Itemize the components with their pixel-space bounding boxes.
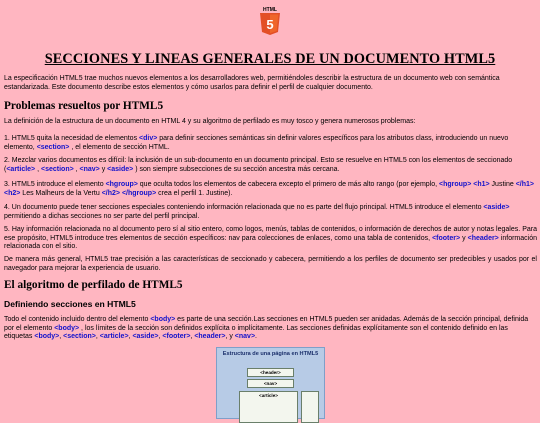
code-footer: <footer> (162, 333, 191, 341)
code-h1: <h1> (473, 181, 490, 188)
problem-3 (4, 181, 537, 198)
problem-2-text: 2. Mezclar varios documentos es difícil: la inclusión de un sub-documento en un documento principal. Esto se resuelve en HTML5 con los elementos de seccionado ( (4, 157, 513, 173)
problems-intro: La definición de la estructura de un documento en HTML 4 y su algoritmo de perfilado es muy tosco y genera numerosos problemas: (4, 118, 416, 125)
diagram-header-box: <header> (247, 368, 294, 377)
code-body: <body> (54, 324, 80, 332)
diagram-title: Estructura de una página en HTML5 (222, 351, 319, 357)
defining-paragraph (4, 316, 537, 342)
problem-2-text-4: y (99, 165, 108, 173)
problem-2-text-2: , (35, 165, 41, 173)
diagram-aside-box (301, 391, 319, 423)
problem-1-text-2: para definir secciones semánticas sin definir valores específicos para los atributos class, introduciendo un nuevo elemento, (4, 135, 509, 151)
defining-text-2: es parte de una sección.Las secciones en HTML5 pueden ser anidadas. Además de la sección principal, definida por el elemento (4, 316, 529, 332)
code-article: <article> (6, 165, 36, 173)
code-section: <section> (36, 143, 70, 151)
code-footer: <footer> (432, 234, 461, 242)
heading-algorithm: El algoritmo de perfilado de HTML5 (4, 279, 183, 291)
code-h2: <h2> (4, 189, 21, 197)
problem-4-text-2: permitiendo a dichas secciones no ser parte del perfil principal. (4, 212, 200, 220)
code-header: <header> (467, 234, 499, 242)
problem-4 (4, 204, 537, 221)
page-title: SECCIONES Y LINEAS GENERALES DE UN DOCUMENTO HTML5 (44, 51, 496, 67)
problem-5-text-3: información relacionada con el sitio. (4, 234, 537, 251)
problem-3-text-8: crea el perfil 1. Justine). (156, 189, 233, 197)
defining-text-9: , y (225, 333, 235, 341)
code-section: <section> (63, 333, 96, 341)
problem-5-text-2: y (460, 234, 468, 242)
heading-problems: Problemas resueltos por HTML5 (4, 100, 164, 112)
defining-text-3: , los límites de la sección son definidos explícita o implícitamente. Las secciones definidas explícitamente son el contenido definido en las etiquetas (4, 324, 508, 341)
heading-defining-sections: Definiendo secciones en HTML5 (4, 299, 136, 309)
defining-text-10: . (255, 333, 257, 341)
code-h2-close: </h2> (101, 189, 120, 197)
code-nav: <nav> (234, 333, 256, 341)
diagram-nav-box: <nav> (247, 379, 294, 388)
defining-text-4: , (59, 333, 64, 341)
problem-3-text-4: Justine (489, 181, 516, 188)
problem-3-text-6: Les Malheurs de la Vertu (20, 189, 102, 197)
code-header: <header> (194, 333, 226, 341)
code-aside: <aside> (132, 333, 159, 341)
code-aside: <aside> (483, 204, 510, 211)
problem-3-text: 3. HTML5 introduce el elemento (4, 181, 106, 188)
html5-logo (258, 5, 282, 35)
code-section: <section> (41, 165, 74, 173)
code-div: <div> (139, 135, 158, 142)
defining-text: Todo el contenido incluido dentro del elemento (4, 316, 151, 323)
code-h1-close: </h1> (515, 181, 534, 188)
problem-1-text-3: , el elemento de sección HTML. (69, 143, 170, 151)
problem-1-text: 1. HTML5 quita la necesidad de elementos (4, 135, 140, 142)
problem-2-text-3: , (73, 165, 80, 173)
problem-4-text: 4. Un documento puede tener secciones especiales conteniendo información relacionada que no es parte del flujo principal. HTML5 introduce el elemento (4, 204, 484, 211)
problem-5 (4, 226, 537, 252)
summary-paragraph: De manera más general, HTML5 trae precisión a las características de seccionado y cabecera, permitiendo a los perfiles de documento ser predecibles y usados por el navegador para mejorar la experiencia de usuario. (4, 256, 537, 272)
code-body: <body> (150, 316, 176, 323)
code-hgroup: <hgroup> (439, 181, 472, 188)
problem-3-text-2: que oculta todos los elementos de cabecera excepto el primero de más alto rango (por ejemplo, (137, 181, 440, 188)
code-aside: <aside> (107, 165, 134, 173)
problem-5-text: 5. Hay información relacionada no al documento pero sí al sitio entero, como logos, menús, tablas de contenidos, o información de derechos de autor y notas legales. Para ese propósito, HTML5 introduce tres elementos de sección específicos: nav para colecciones de enlaces, como una tabla de contenidos, (4, 226, 537, 242)
logo-label: HTML (263, 7, 277, 13)
problem-1 (4, 135, 537, 152)
code-hgroup: <hgroup> (105, 181, 138, 188)
code-article: <article> (99, 333, 129, 341)
defining-text-8: , (190, 333, 195, 341)
defining-text-5: , (95, 333, 100, 341)
html5-structure-diagram (216, 347, 325, 419)
problem-2 (4, 157, 537, 174)
diagram-article-box: <article> (239, 391, 298, 423)
problem-2-text-5: ) son siempre subsecciones de su sección ancestra más cercana. (133, 165, 340, 173)
defining-text-7: , (158, 333, 163, 341)
intro-paragraph: La especificación HTML5 trae muchos nuevos elementos a los desarrolladores web, permitiéndoles describir la estructura de un documento web con semántica estandarizada. Este documento describe estos elementos y cómo usarlos para definir el perfil de cualquier documento. (4, 75, 500, 91)
logo-number: 5 (266, 17, 274, 32)
code-hgroup-close: </hgroup> (121, 189, 157, 197)
code-body: <body> (34, 333, 60, 341)
defining-text-6: , (128, 333, 133, 341)
html5-shield-icon (258, 5, 282, 35)
code-nav: <nav> (79, 165, 100, 173)
